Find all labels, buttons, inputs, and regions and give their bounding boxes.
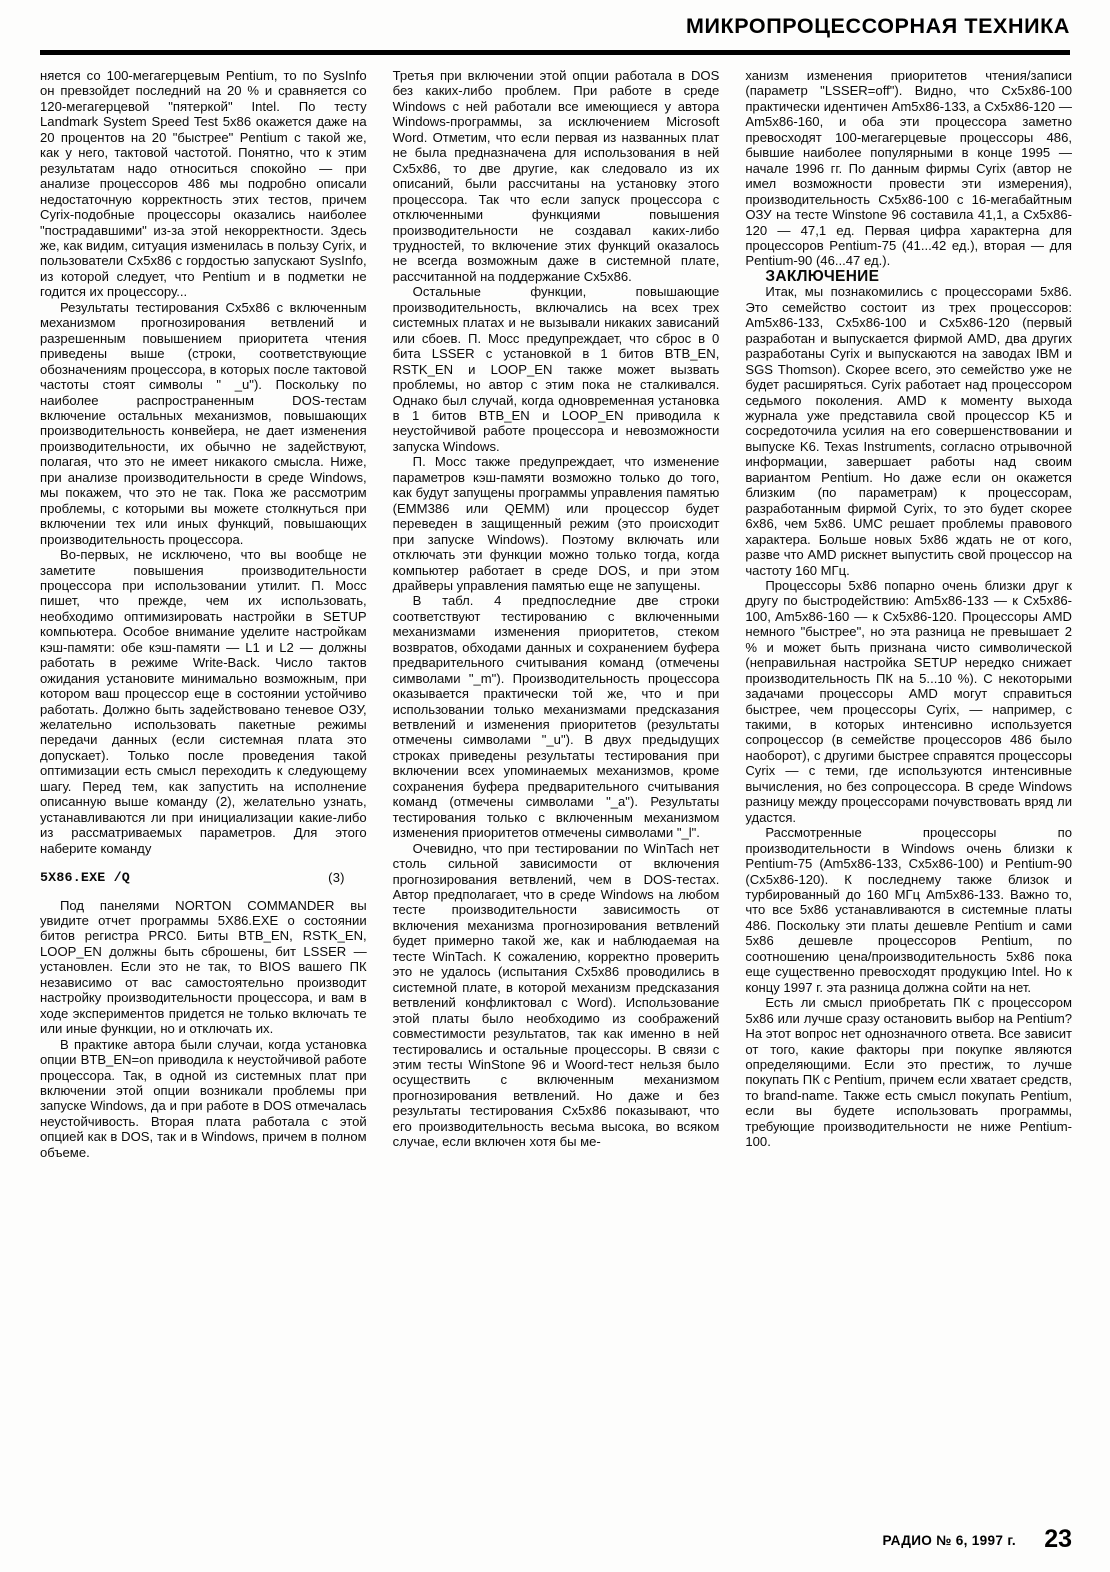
paragraph: няется со 100-мегагерцевым Pentium, то по SysInfo он превзойдет последний на 20 % и сравняется со 120-мегагерцевой "пятеркой" Intel. По тесту Landmark System Speed Test 5x86 окажется даже на 20 процентов на 20 "быстрее" Pentium с такой же, как у него, тактовой частотой. Понятно, что к этим результатам надо относиться спокойно — при анализе процессоров 486 мы подробно описали недостаточную корректность этих тестов, причем Cyrix-подобные процессоры оказались наиболее "пострадавшими" из-за этой некорректности. Здесь же, как видим, ситуация изменилась в пользу Cyrix, и пользователи Cx5x86 с гордостью запускают SysInfo, из которой следует, что Pentium и в подметки не годится их процессору... [40, 68, 367, 300]
header-title: МИКРОПРОЦЕССОРНАЯ ТЕХНИКА [685, 14, 1070, 38]
page-footer [40, 1514, 1072, 1554]
paragraph: Есть ли смысл приобретать ПК с процессором 5x86 или лучше сразу остановить выбор на Pentium? На этот вопрос нет однозначного ответа. Все зависит от того, какие факторы при покупке являются определяющими. Если это престиж, то лучше покупать ПК с Pentium, причем если хватает средств, то brand-name. Также есть смысл покупать Pentium, если вы будете использовать программы, требующие производительности не ниже Pentium-100. [745, 995, 1073, 1150]
paragraph: В практике автора были случаи, когда установка опции BTB_EN=on приводила к неустойчивой работе процессора. Так, в одной из системных плат при включении этой опции возникали проблемы при запуске Windows, да и при работе в DOS отмечалась неустойчивость. Вторая плата работала с этой опцией как в DOS, так и в Windows, причем в полном объеме. [40, 1036, 367, 1160]
paragraph: Процессоры 5x86 попарно очень близки друг к другу по быстродействию: Am5x86-133 — к Cx5x86-100, Am5x86-160 — к Cx5x86-120. Процессоры AMD немного "быстрее", но эта разница не превышает 2 % и может быть признана чисто символической (неправильная настройка SETUP нередко снижает производительность ПК на 5...10 %). С некоторыми задачами процессоры AMD могут справиться быстрее, чем процессоры Cyrix, — например, с такими, в которых интенсивно используется сопроцессор (в семействе процессоров 486 было наоборот), с другими быстрее справятся процессоры Cyrix — с теми, где используются интенсивные вычисления, но без сопроцессора. В среде Windows разницу между процессорами почувствовать вряд ли удастся. [745, 577, 1073, 825]
code-command-line [40, 870, 367, 885]
paragraph: В табл. 4 предпоследние две строки соответствуют тестированию с включенными механизмами изменения приоритетов, стеком возвратов, обходами данных и сохранением буфера предварительного считывания команд (отмечены символами "_m"). Производительность процессора оказывается практически той же, что и при использовании только механизмами предсказания ветвлений и изменения приоритетов (результаты отмечены символами "_u"). В двух предыдущих строках приведены результаты тестирования при включении всех упоминаемых механизмов, кроме сохранения буфера предварительного считывания команд (отмечены символами "_a"). Результаты тестирования только с включенным механизмом изменения приоритетов отмечены символами "_l". [392, 593, 720, 841]
page-header [40, 14, 1070, 58]
paragraph: Третья при включении этой опции работала в DOS без каких-либо проблем. При работе в среде Windows с ней работали все имеющиеся у автора Windows-программы, за исключением Microsoft Word. Отметим, что если первая из названных плат не была предназначена для использования в ней Cx5x86, то две другие, как следовало из их описаний, были рассчитаны на установку этого процессора. Так что если запуск процессора с отключенными функциями повышения производительности не создавал каких-либо трудностей, то включение этих функций оказалось не всегда возможным даже в системной плате, рассчитанной на поддержание Cx5x86. [392, 68, 720, 284]
paragraph: П. Мосс также предупреждает, что изменение параметров кэш-памяти возможно только до того, как будут запущены программы управления памятью (EMM386 или QEMM) или процессор будет переведен в защищенный режим (это происходит при запуске Windows). Поэтому включать или отключать эти функции можно только тогда, когда компьютер работает в среде DOS, и при этом драйверы управления памятью еще не запущены. [392, 454, 720, 593]
article-columns [40, 68, 1072, 1502]
paragraph: Под панелями NORTON COMMANDER вы увидите отчет программы 5X86.EXE о состоянии битов регистра PRC0. Биты BTB_EN, RSTK_EN, LOOP_EN должны быть сброшены, бит LSSER — установлен. Если это не так, то BIOS вашего ПК независимо от вас самостоятельно производит настройку производительности процессора, и вам в ходе экспериментов придется не только включать те или иные функции, но и отключать их. [40, 897, 367, 1037]
paragraph: ханизм изменения приоритетов чтения/записи (параметр "LSSER=off"). Видно, что Cx5x86-100 практически идентичен Am5x86-133, а Cx5x86-120 — Am5x86-160, и оба эти процессора заметно превосходят 100-мегагерцевые процессоры 486, бывшие наиболее популярными в конце 1995 — начале 1996 гг. По данным фирмы Cyrix (автор не имел возможности провести эти измерения), производительность Cx5x86-100 с 16-мегабайтным ОЗУ на тесте Winstone 96 составила 41,1, а Cx5x86-120 — 47,1 ед. Первая цифра характерна для процессоров Pentium-75 (41...42 ед.), вторая — для Pentium-90 (46...47 ед.). [745, 68, 1073, 269]
column-middle [393, 68, 720, 1502]
code-command-text: 5X86.EXE /Q [40, 870, 130, 886]
column-left [40, 68, 367, 1502]
issue-label: РАДИО № 6, 1997 г. [882, 1533, 1016, 1548]
paragraph: Остальные функции, повышающие производительность, включались на всех трех системных платах и не вызывали никаких зависаний или сбоев. П. Мосс предупреждает, что сброс в 0 бита LSSER с установкой в 1 битов BTB_EN, RSTK_EN и LOOP_EN также может вызвать проблемы, но автор с этим пока не сталкивался. Однако был случай, когда одновременная установка в 1 битов BTB_EN и LOOP_EN приводила к неустойчивой работе процессора и невозможности запуска Windows. [392, 284, 720, 454]
paragraph: Рассмотренные процессоры по производительности в Windows очень близки к Pentium-75 (Am5x86-133, Cx5x86-100) и Pentium-90 (Cx5x86-120). К последнему также близок и турбированный до 160 МГц Am5x86-133. Важно то, что все 5x86 устанавливаются в системные платы 486. Поскольку эти платы дешевле Pentium и сами 5x86 дешевле процессоров Pentium, по соотношению цена/производительность 5x86 пока еще существенно превосходят продукцию Intel. Но к концу 1997 г. эта разница должна сойти на нет. [745, 825, 1073, 995]
paragraph: Итак, мы познакомились с процессорами 5x86. Это семейство состоит из трех процессоров: Am5x86-133, Cx5x86-100 и Cx5x86-120 (первый разработан и выпускается фирмой AMD, два других разработаны Cyrix и выпускаются на заводах IBM и SGS Thomson). Скорее всего, это семейство уже не будет расширяться. Cyrix работает над процессором седьмого поколения. AMD к моменту выхода журнала уже представила свой процессор K5 и сосредоточила усилия на его совершенствовании и выпуске K6. Texas Instruments, согласно отрывочной информации, завершает работы над своим вариантом Pentium. Но даже если он окажется близким (по параметрам) к процессорам, разработанным фирмой Cyrix, то это будет скорее 6x86, чем 5x86. UMC решает проблемы правового характера. Больше новых 5x86 ждать не от кого, разве что AMD рискнет выпустить свой процессор на частоту 160 МГц. [745, 284, 1073, 578]
paragraph: Во-первых, не исключено, что вы вообще не заметите повышения производительности процессора при использовании утилит. П. Мосс пишет, что прежде, чем их использовать, необходимо оптимизировать настройки в SETUP компьютера. Особое внимание уделите настройкам кэш-памяти: обе кэш-памяти — L1 и L2 — должны работать в режиме Write-Back. Число тактов ожидания установите минимально возможным, при котором ваш процессор еще в состоянии устойчиво работать. Должно быть задействовано теневое ОЗУ, желательно использовать пакетные режимы передачи данных (если системная плата это допускает). Только после проведения такой оптимизации есть смысл переходить к следующему шагу. Перед тем, как запустить на исполнение описанную выше команду (2), желательно узнать, устанавливаются ли при инициализации какие-либо из рассматриваемых параметров. Для этого наберите команду [40, 547, 367, 856]
header-divider [40, 50, 1070, 55]
paragraph: Результаты тестирования Cx5x86 с включенным механизмом прогнозирования ветвлений и разрешенным повышением приоритета чтения приведены выше (строки, соответствующие обозначениям процессора, в которых после тактовой частоты стоят символы " _u"). Поскольку по наиболее распространенным DOS-тестам включение остальных механизмов, повышающих производительность конвейера, не дает изменения производительности, их обычно не задействуют, полагая, что это не имеет никакого смысла. Ниже, при анализе производительности в среде Windows, мы покажем, что это не так. Пока же рассмотрим проблемы, с которыми вы можете столкнуться при включении тех или иных функций, повышающих производительность процессора. [40, 299, 367, 547]
section-heading-conclusion: ЗАКЛЮЧЕНИЕ [765, 267, 880, 285]
column-right [745, 68, 1072, 1502]
page-number: 23 [1044, 1525, 1072, 1553]
paragraph: Очевидно, что при тестировании по WinTach нет столь сильной зависимости от включения прогнозирования ветвлений, чем в DOS-тестах. Автор предполагает, что в среде Windows на любом тесте производительности зависимость от включения механизма прогнозирования ветвлений будет примерно такой же, как и наблюдаемая на тесте WinTach. К сожалению, корректно проверить это не удалось (испытания Cx5x86 проводились в системной плате, в которой механизм предсказания ветвлений конфликтовал с Word). Использование этой платы было необходимо из соображений совместимости результатов, так как именно в ней тестировались и остальные процессоры. В связи с этим тесты WinStone 96 и Woord-тест нельзя было осуществить с включенным механизмом прогнозирования ветвлений. Но даже и без результаты тестирования Cx5x86 показывают, что его производительность весьма высока, во всяком случае, если включен хотя бы ме- [392, 840, 720, 1150]
code-reference-number: (3) [328, 870, 345, 886]
